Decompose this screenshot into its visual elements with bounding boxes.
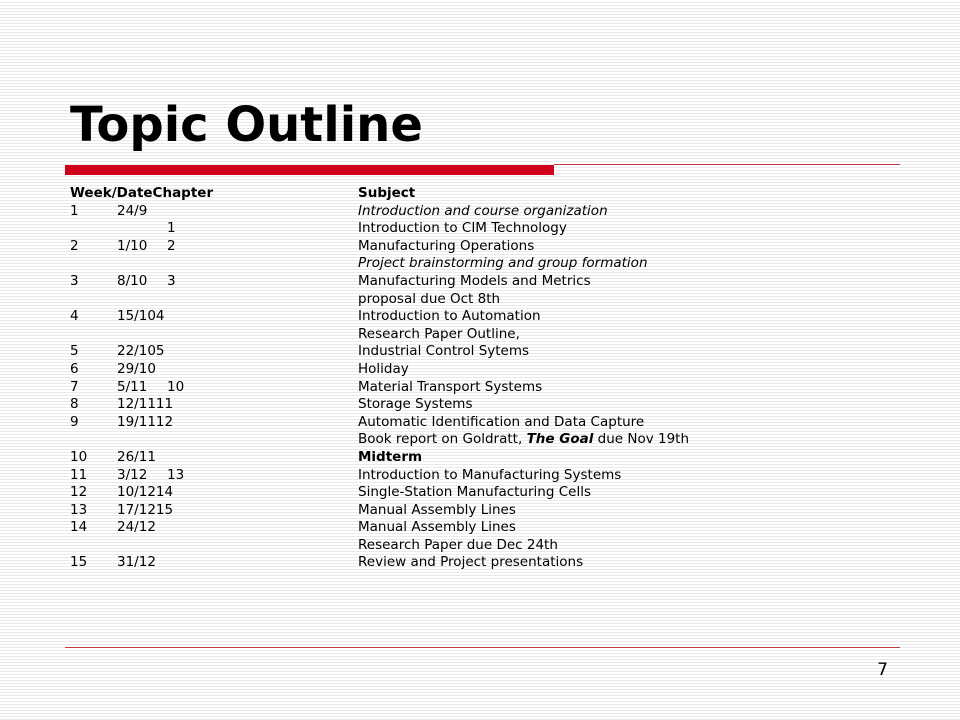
week-cell: 11 [70,466,88,483]
date-cell: 22/105 [117,343,165,360]
date-cell: 12/1111 [117,396,174,413]
subject-cell [358,431,689,449]
table-row [70,502,910,520]
date-cell: 5/11 [117,378,148,395]
subject-cell: Research Paper Outline, [358,325,520,342]
table-row [70,484,910,502]
subject-cell: Manufacturing Models and Metrics [358,272,591,289]
table-row [70,396,910,414]
table-row [70,537,910,555]
week-cell: 5 [70,343,79,360]
table-body [70,203,910,572]
table-row [70,414,910,432]
subject-cell: Manufacturing Operations [358,237,535,254]
table-row [70,361,910,379]
week-cell: 10 [70,448,88,465]
date-cell: 24/12 [117,519,156,536]
subject-cell: Manual Assembly Lines [358,519,516,536]
table-row [70,519,910,537]
table-row [70,326,910,344]
table-row [70,291,910,309]
chapter-cell: 3 [167,272,176,289]
title-accent-bar [65,165,554,175]
table-row [70,203,910,221]
footer-divider-line [65,647,900,648]
title-divider-line [554,164,900,165]
slide-title: Topic Outline [70,97,423,153]
chapter-cell: 2 [167,237,176,254]
subject-cell: Research Paper due Dec 24th [358,536,558,553]
date-cell: 17/1215 [117,501,174,518]
table-row [70,308,910,326]
subject-cell: Project brainstorming and group formation [358,255,648,272]
book-report-suffix: due Nov 19th [593,431,690,448]
date-cell: 8/10 [117,272,148,289]
week-cell: 8 [70,396,79,413]
subject-cell: Introduction and course organization [358,202,608,219]
subject-cell: Single-Station Manufacturing Cells [358,484,591,501]
subject-cell: Holiday [358,360,409,377]
week-cell: 1 [70,202,79,219]
book-title: The Goal [526,431,594,448]
chapter-cell: 13 [167,466,185,483]
week-cell: 9 [70,413,79,430]
date-cell: 19/1112 [117,413,174,430]
subject-cell: Review and Project presentations [358,554,584,571]
table-row [70,449,910,467]
subject-cell: Storage Systems [358,396,473,413]
table-header-row [70,185,910,203]
week-cell: 7 [70,378,79,395]
slide-number: 7 [877,660,888,680]
week-cell: 15 [70,554,88,571]
date-cell: 3/12 [117,466,148,483]
table-row [70,554,910,572]
subject-cell: Automatic Identification and Data Capture [358,413,645,430]
week-cell: 6 [70,360,79,377]
date-cell: 31/12 [117,554,156,571]
table-row [70,431,910,449]
header-subject: Subject [358,185,416,201]
header-week-date-chapter: Week/DateChapter [70,185,214,201]
book-report-prefix: Book report on Goldratt, [358,431,527,448]
subject-cell: Introduction to CIM Technology [358,220,567,237]
week-cell: 12 [70,484,88,501]
subject-cell: Material Transport Systems [358,378,543,395]
week-cell: 14 [70,519,88,536]
date-cell: 10/1214 [117,484,174,501]
date-cell: 26/11 [117,448,156,465]
date-cell: 1/10 [117,237,148,254]
table-row [70,220,910,238]
week-cell: 4 [70,308,79,325]
subject-cell: Manual Assembly Lines [358,501,516,518]
subject-cell: Introduction to Manufacturing Systems [358,466,622,483]
week-cell: 3 [70,272,79,289]
date-cell: 24/9 [117,202,148,219]
subject-cell: Industrial Control Sytems [358,343,530,360]
table-row [70,379,910,397]
chapter-cell: 1 [167,220,176,237]
table-row [70,467,910,485]
date-cell: 15/104 [117,308,165,325]
table-row [70,343,910,361]
subject-cell: Introduction to Automation [358,308,541,325]
week-cell: 2 [70,237,79,254]
table-row [70,255,910,273]
table-row [70,273,910,291]
date-cell: 29/10 [117,360,156,377]
table-row [70,238,910,256]
subject-cell: proposal due Oct 8th [358,290,501,307]
subject-cell: Midterm [358,448,423,465]
week-cell: 13 [70,501,88,518]
topic-outline-table [70,185,910,572]
chapter-cell: 10 [167,378,185,395]
